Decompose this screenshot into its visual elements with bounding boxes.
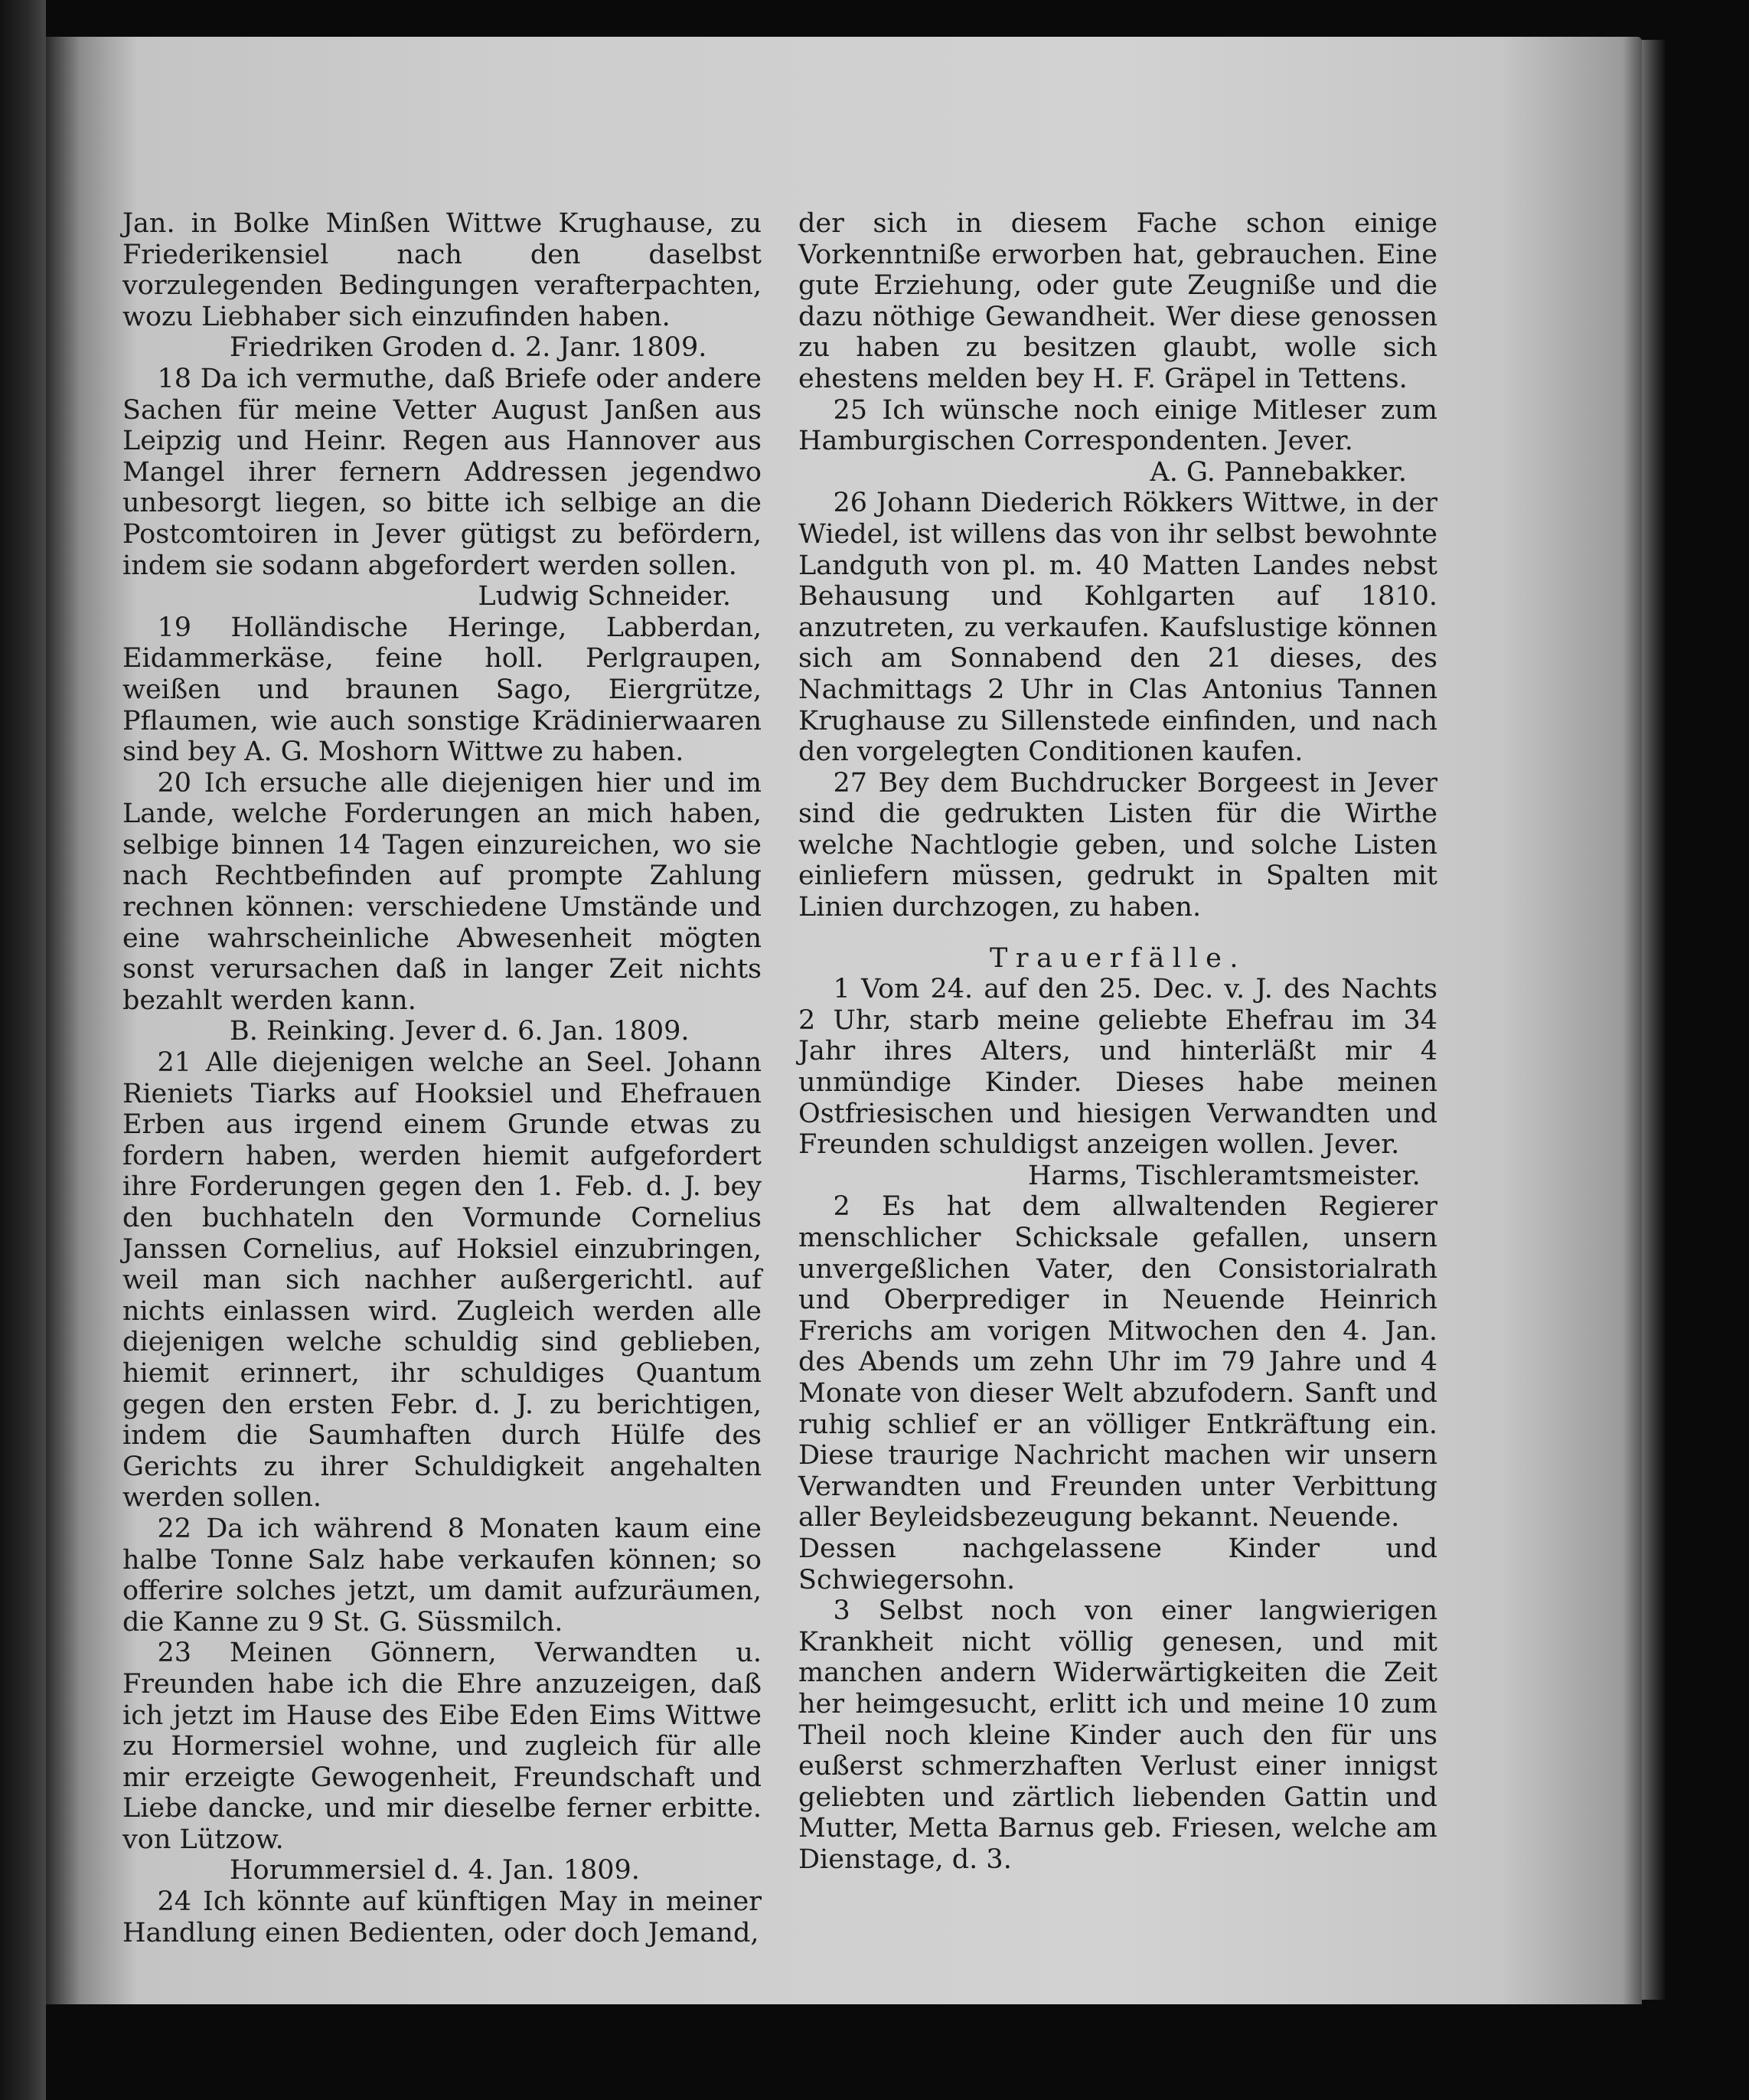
- notice-paragraph: 26 Johann Diederich Rökkers Wittwe, in der Wiedel, ist willens das von ihr selbst bewohnte Landguth von pl. m. 40 Matten Landes nebst Behausung und Kohlgarten auf 1810. anzutreten, zu verkaufen. Kaufslustige können sich am Sonnabend den 21 dieses, des Nachmittags 2 Uhr in Clas Antonius Tannen Krughause zu Sillenstede einfinden, und nach den vorgelegten Conditionen kaufen.: [798, 488, 1437, 768]
- notice-paragraph: 20 Ich ersuche alle diejenigen hier und im Lande, welche Forderungen an mich haben, selbige binnen 14 Tagen einzureichen, wo sie nach Rechtbefinden auf prompte Zahlung rechnen können: verschiedene Umstände und eine wahrscheinliche Abwesenheit mögten sonst verursachen daß in langer Zeit nichts bezahlt werden kann.: [122, 767, 762, 1016]
- signature-line: Ludwig Schneider.: [478, 581, 731, 612]
- notice-paragraph: der sich in diesem Fache schon einige Vorkenntniße erworben hat, gebrauchen. Eine gute Erziehung, oder gute Zeugniße und die dazu nöthige Gewandheit. Wer diese genossen zu haben zu besitzen glaubt, wolle sich ehestens melden bey H. F. Gräpel in Tettens.: [798, 208, 1437, 394]
- notice-paragraph: 1 Vom 24. auf den 25. Dec. v. J. des Nachts 2 Uhr, starb meine geliebte Ehefrau im 34 Jahr ihres Alters, und hinterläßt mir 4 unmündige Kinder. Dieses habe meinen Ostfriesischen und hiesigen Verwandten und Freunden schuldigst anzeigen wollen. Jever.: [798, 974, 1437, 1161]
- signature-line: Horummersiel d. 4. Jan. 1809.: [230, 1855, 640, 1886]
- notice-paragraph: 24 Ich könnte auf künftigen May in meiner Handlung einen Bedienten, oder doch Jemand,: [122, 1886, 762, 1948]
- notice-paragraph: 2 Es hat dem allwaltenden Regierer menschlicher Schicksale gefallen, unsern unvergeßlichen Vater, den Consistorialrath und Oberprediger in Neuende Heinrich Frerichs am vorigen Mitwochen den 4. Jan. des Abends um zehn Uhr im 79 Jahre und 4 Monate von dieser Welt abzufodern. Sanft und ruhig schlief er an völliger Entkräftung ein. Diese traurige Nachricht machen wir unsern Verwandten und Freunden unter Verbittung aller Beyleidsbezeugung bekannt. Neuende.: [798, 1191, 1437, 1533]
- page-edge-shadow: [1642, 40, 1665, 2000]
- signature-line: Harms, Tischleramtsmeister.: [1028, 1160, 1421, 1191]
- notice-paragraph: 21 Alle diejenigen welche an Seel. Johann Rieniets Tiarks auf Hooksiel und Ehefrauen Erben aus irgend einem Grunde etwas zu fordern haben, werden hiemit aufgefordert ihre Forderungen gegen den 1. Feb. d. J. bey den buchhateln den Vormunde Cornelius Janssen Cornelius, auf Hoksiel einzubringen, weil man sich nachher außergerichtl. auf nichts einlassen wird. Zugleich werden alle diejenigen welche schuldig sind geblieben, hiemit erinnert, ihr schuldiges Quantum gegen den ersten Febr. d. J. zu berichtigen, indem die Saumhaften durch Hülfe des Gerichts zu ihrer Schuldigkeit angehalten werden sollen.: [122, 1047, 762, 1514]
- left-column: [122, 208, 762, 1948]
- signature-line: B. Reinking. Jever d. 6. Jan. 1809.: [230, 1016, 690, 1047]
- section-heading: Trauerfälle.: [990, 942, 1246, 974]
- notice-paragraph: 23 Meinen Gönnern, Verwandten u. Freunden habe ich die Ehre anzuzeigen, daß ich jetzt im Hause des Eibe Eden Eims Wittwe zu Hormersiel wohne, und zugleich für alle mir erzeigte Gewogenheit, Freundschaft und Liebe dancke, und mir dieselbe ferner erbitte. von Lützow.: [122, 1638, 762, 1855]
- facing-page-edge: [0, 0, 46, 2100]
- notice-paragraph: Jan. in Bolke Minßen Wittwe Krughause, zu Friederikensiel nach den daselbst vorzulegenden Bedingungen verafterpachten, wozu Liebhaber sich einzufinden haben.: [122, 208, 762, 332]
- notice-paragraph: 25 Ich wünsche noch einige Mitleser zum Hamburgischen Correspondenten. Jever.: [798, 394, 1437, 457]
- right-column: [798, 208, 1437, 1875]
- signature-line: Dessen nachgelassene Kinder und Schwiegersohn.: [798, 1533, 1437, 1595]
- notice-paragraph: 22 Da ich während 8 Monaten kaum eine halbe Tonne Salz habe verkaufen können; so offerire solches jetzt, um damit aufzuräumen, die Kanne zu 9 St. G. Süssmilch.: [122, 1513, 762, 1638]
- notice-paragraph: 19 Holländische Heringe, Labberdan, Eidammerkäse, feine holl. Perlgraupen, weißen und braunen Sago, Eiergrütze, Pflaumen, wie auch sonstige Krädinierwaaren sind bey A. G. Moshorn Wittwe zu haben.: [122, 612, 762, 768]
- notice-paragraph: 18 Da ich vermuthe, daß Briefe oder andere Sachen für meine Vetter August Janßen aus Leipzig und Heinr. Regen aus Hannover aus Mangel ihrer fernern Addressen jegendwo unbesorgt liegen, so bitte ich selbige an die Postcomtoiren in Jever gütigst zu befördern, indem sie sodann abgefordert werden sollen.: [122, 363, 762, 581]
- signature-line: A. G. Pannebakker.: [1150, 456, 1407, 488]
- signature-line: Friedriken Groden d. 2. Janr. 1809.: [230, 332, 707, 364]
- notice-paragraph: 3 Selbst noch von einer langwierigen Krankheit nicht völlig genesen, und mit manchen andern Widerwärtigkeiten die Zeit her heimgesucht, erlitt ich und meine 10 zum Theil noch kleine Kinder auch den für uns eußerst schmerzhaften Verlust einer innigst geliebten und zärtlich liebenden Gattin und Mutter, Metta Barnus geb. Friesen, welche am Dienstage, d. 3.: [798, 1595, 1437, 1875]
- notice-paragraph: 27 Bey dem Buchdrucker Borgeest in Jever sind die gedrukten Listen für die Wirthe welche Nachtlogie geben, und solche Listen einliefern müssen, gedrukt in Spalten mit Linien durchzogen, zu haben.: [798, 767, 1437, 923]
